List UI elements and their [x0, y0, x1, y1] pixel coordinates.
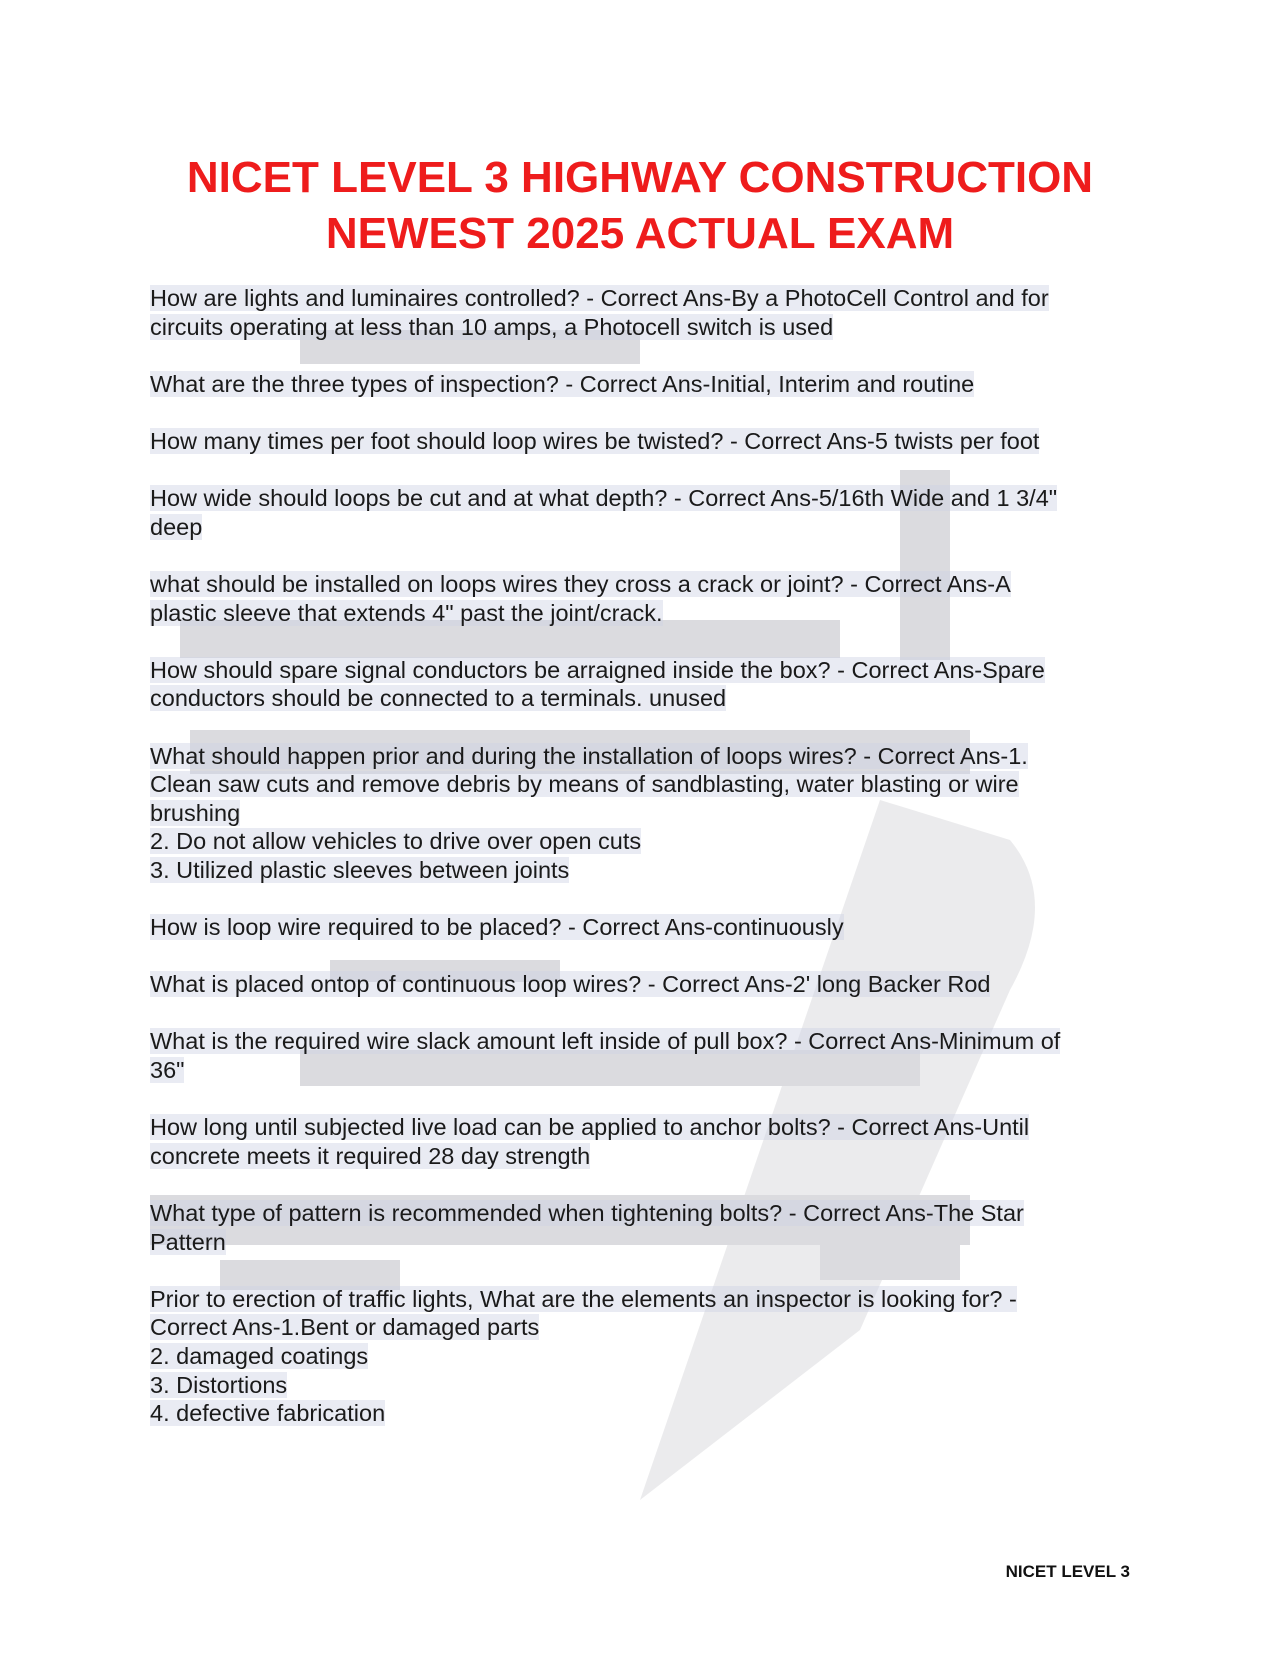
qa-line: How should spare signal conductors be arraigned inside the box? - Correct Ans-Spare: [150, 656, 1045, 683]
qa-item: [150, 913, 1140, 942]
qa-item: [150, 656, 1140, 713]
qa-item: [150, 427, 1140, 456]
qa-line: deep: [150, 513, 203, 540]
qa-line: Correct Ans-1.Bent or damaged parts: [150, 1314, 540, 1341]
qa-line: What is placed ontop of continuous loop wires? - Correct Ans-2' long Backer Rod: [150, 971, 991, 998]
qa-line: What should happen prior and during the installation of loops wires? - Correct Ans-1.: [150, 742, 1028, 769]
qa-line: What type of pattern is recommended when tightening bolts? - Correct Ans-The Star: [150, 1200, 1024, 1226]
qa-line: conductors should be connected to a terminals. unused: [150, 685, 727, 712]
qa-line: concrete meets it required 28 day strength: [150, 1142, 591, 1169]
qa-item: [150, 370, 1140, 399]
page-footer: NICET LEVEL 3: [1005, 1562, 1130, 1581]
qa-line: How long until subjected live load can be applied to anchor bolts? - Correct Ans-Until: [150, 1114, 1030, 1141]
qa-line: What are the three types of inspection? - Correct Ans-Initial, Interim and routine: [150, 370, 975, 397]
qa-line: Pattern: [150, 1228, 226, 1255]
qa-item: [150, 284, 1140, 341]
qa-line: circuits operating at less than 10 amps, a Photocell switch is used: [150, 313, 834, 340]
qa-line: 36": [150, 1057, 185, 1084]
qa-line: How is loop wire required to be placed? - Correct Ans-continuously: [150, 914, 844, 941]
qa-line: 2. damaged coatings: [150, 1342, 369, 1369]
qa-item: [150, 484, 1140, 541]
qa-line: Clean saw cuts and remove debris by means of sandblasting, water blasting or wire: [150, 771, 1019, 798]
qa-list: [150, 284, 1140, 1456]
qa-item: [150, 970, 1140, 999]
qa-line: 3. Utilized plastic sleeves between joints: [150, 856, 570, 883]
qa-item: [150, 1113, 1140, 1170]
qa-item: [150, 570, 1140, 627]
qa-line: what should be installed on loops wires they cross a crack or joint? - Correct Ans-A: [150, 570, 1011, 597]
qa-line: Prior to erection of traffic lights, What are the elements an inspector is looking for? -: [150, 1285, 1017, 1312]
qa-line: How wide should loops be cut and at what depth? - Correct Ans-5/16th Wide and 1 3/4": [150, 485, 1058, 512]
qa-line: plastic sleeve that extends 4" past the joint/crack.: [150, 599, 663, 626]
qa-line: How many times per foot should loop wires be twisted? - Correct Ans-5 twists per foot: [150, 427, 1040, 454]
title-line-1: NICET LEVEL 3 HIGHWAY CONSTRUCTION: [186, 153, 1094, 202]
title-line-2: NEWEST 2025 ACTUAL EXAM: [325, 209, 955, 258]
qa-line: How are lights and luminaires controlled? - Correct Ans-By a PhotoCell Control and for: [150, 285, 1049, 311]
qa-line: 4. defective fabrication: [150, 1400, 386, 1427]
qa-item: [150, 1199, 1140, 1256]
qa-line: What is the required wire slack amount left inside of pull box? - Correct Ans-Minimum of: [150, 1028, 1061, 1055]
qa-line: 2. Do not allow vehicles to drive over open cuts: [150, 828, 642, 855]
page-title: [100, 150, 1180, 262]
qa-item: [150, 1027, 1140, 1084]
qa-line: 3. Distortions: [150, 1371, 288, 1398]
qa-line: brushing: [150, 799, 241, 826]
qa-item: [150, 1285, 1140, 1428]
qa-item: [150, 742, 1140, 885]
